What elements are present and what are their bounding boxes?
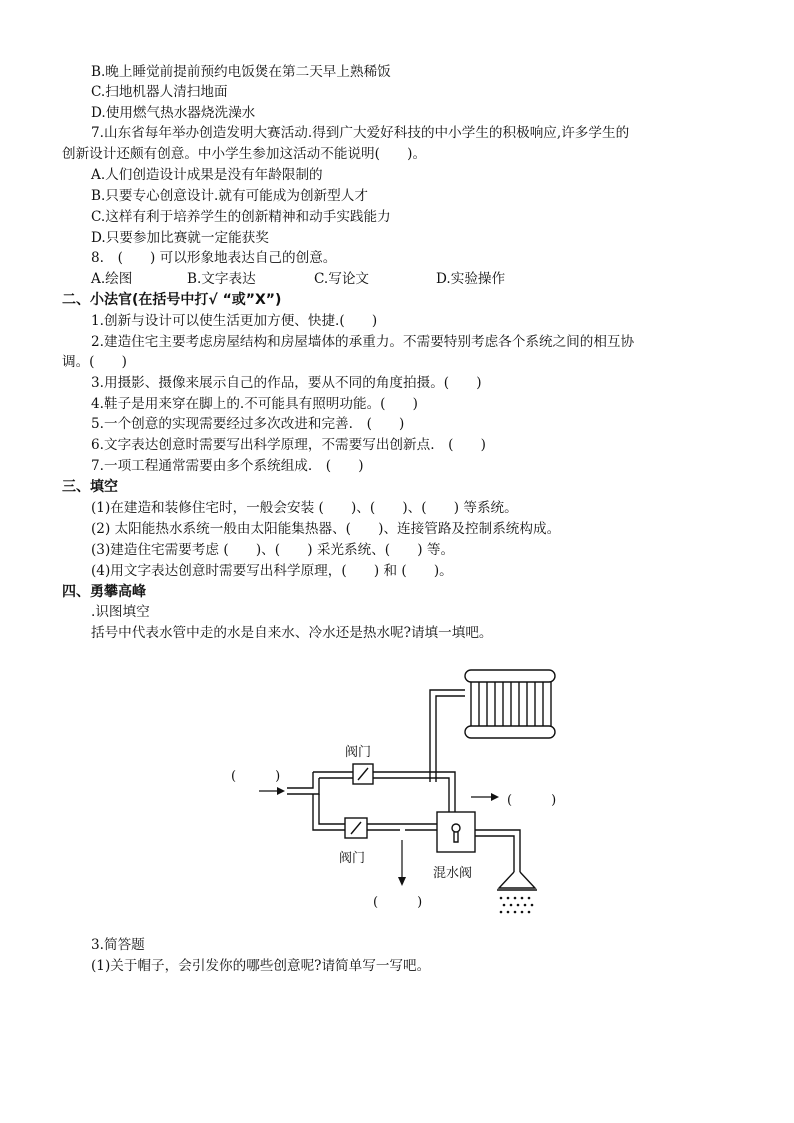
s2-item-4: 4.鞋子是用来穿在脚上的.不可能具有照明功能。( ) — [91, 396, 418, 412]
q8-option-d: D.实验操作 — [436, 271, 506, 287]
water-pipe-diagram — [225, 662, 570, 924]
section4-title: 四、勇攀高峰 — [62, 584, 146, 600]
q8-option-b: B.文字表达 — [187, 271, 256, 287]
q8-stem: 8. ( ) 可以形象地表达自己的创意。 — [91, 250, 337, 266]
s4-sub1: .识图填空 — [91, 604, 150, 620]
q7-option-b: B.只要专心创意设计.就有可能成为创新型人才 — [91, 188, 368, 204]
section3-title: 三、填空 — [62, 479, 118, 495]
mixer-label: 混水阀 — [433, 866, 473, 881]
shower-head-icon — [499, 872, 535, 888]
blank-inlet: ( ) — [231, 769, 281, 784]
s2-item-1: 1.创新与设计可以使生活更加方便、快捷.( ) — [91, 313, 378, 329]
q6-option-d: D.使用燃气热水器烧洗澡水 — [91, 105, 256, 121]
q7-stem-line2: 创新设计还颇有创意。中小学生参加这活动不能说明( )。 — [62, 146, 427, 162]
s4-q1: (1)关于帽子，会引发你的哪些创意呢?请简单写一写吧。 — [91, 958, 431, 974]
solar-collector-icon — [465, 670, 555, 738]
s2-item-7: 7.一项工程通常需要由多个系统组成. ( ) — [91, 458, 364, 474]
q7-stem-line1: 7.山东省每年举办创造发明大赛活动.得到广大爱好科技的中小学生的积极响应,许多学生的 — [91, 125, 630, 141]
s4-instruction: 括号中代表水管中走的水是自来水、冷水还是热水呢?请填一填吧。 — [91, 625, 493, 641]
blank-bottom: ( ) — [373, 895, 423, 910]
q8-option-c: C.写论文 — [314, 271, 370, 287]
s3-item-3: (3)建造住宅需要考虑 ( )、( ) 采光系统、( ) 等。 — [91, 542, 455, 558]
q7-option-d: D.只要参加比赛就一定能获奖 — [91, 230, 269, 246]
valve-top-label: 阀门 — [345, 745, 372, 760]
s3-item-1: (1)在建造和装修住宅时，一般会安装 ( )、( )、( ) 等系统。 — [91, 500, 518, 516]
s2-item-2-cont: 调。( ) — [62, 354, 127, 370]
s4-sub3: 3.简答题 — [91, 937, 145, 953]
q8-option-a: A.绘图 — [91, 271, 133, 287]
s3-item-2: (2) 太阳能热水系统一般由太阳能集热器、( )、连接管路及控制系统构成。 — [91, 521, 561, 537]
q6-option-c: C.扫地机器人清扫地面 — [91, 84, 228, 100]
valve-bottom-label: 阀门 — [339, 851, 366, 866]
section2-title: 二、小法官(在括号中打√ “或”X”) — [62, 292, 282, 308]
q7-option-c: C.这样有利于培养学生的创新精神和动手实践能力 — [91, 209, 391, 225]
blank-right: ( ) — [507, 793, 557, 808]
q7-option-a: A.人们创造设计成果是没有年龄限制的 — [91, 167, 323, 183]
s2-item-5: 5.一个创意的实现需要经过多次改进和完善. ( ) — [91, 416, 405, 432]
q6-option-b: B.晚上睡觉前提前预约电饭煲在第二天早上熟稀饭 — [91, 64, 391, 80]
s2-item-3: 3.用摄影、摄像来展示自己的作品，要从不同的角度拍摄。( ) — [91, 375, 482, 391]
s3-item-4: (4)用文字表达创意时需要写出科学原理，( ) 和 ( )。 — [91, 563, 453, 579]
s2-item-6: 6.文字表达创意时需要写出科学原理，不需要写出创新点. ( ) — [91, 437, 486, 453]
water-spray-icon — [500, 897, 534, 914]
s2-item-2: 2.建造住宅主要考虑房屋结构和房屋墙体的承重力。不需要特别考虑各个系统之间的相互协 — [91, 334, 635, 350]
